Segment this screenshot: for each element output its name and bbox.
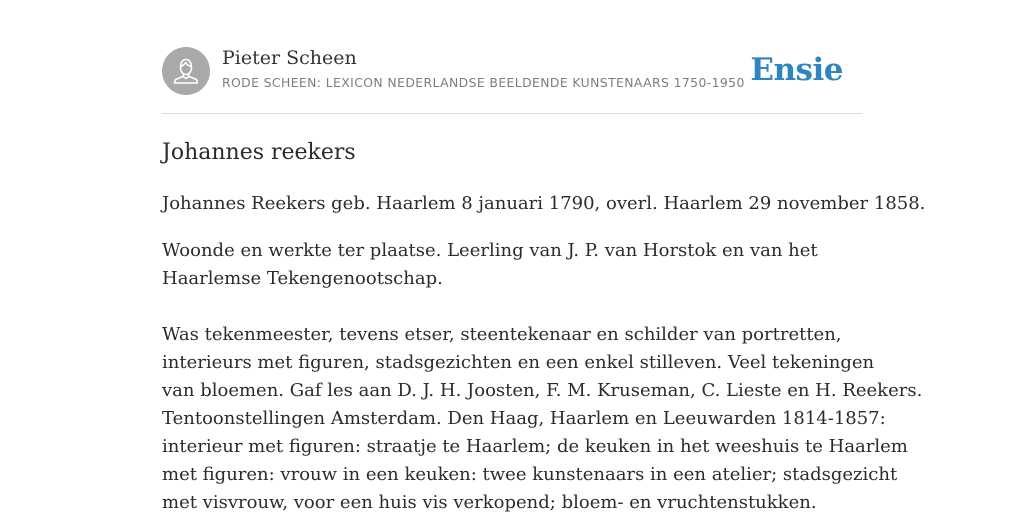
author-name[interactable]: Pieter Scheen: [222, 47, 357, 69]
paragraph-career: [162, 321, 923, 512]
paragraph-line: met visvrouw, voor een huis vis verkopend; bloem- en vruchtenstukken.: [162, 492, 817, 512]
paragraph-line: interieurs met figuren, stadsgezichten en een enkel stilleven. Veel tekeningen: [162, 352, 875, 373]
ensie-logo[interactable]: Ensie: [750, 52, 843, 88]
paragraph-line: interieur met figuren: straatje te Haarlem; de keuken in het weeshuis te Haarlem: [162, 436, 908, 457]
paragraph-line: Was tekenmeester, tevens etser, steentekenaar en schilder van portretten,: [162, 324, 842, 345]
author-avatar[interactable]: [162, 47, 210, 95]
paragraph-line: van bloemen. Gaf les aan D. J. H. Joosten, F. M. Kruseman, C. Lieste en H. Reekers.: [162, 380, 923, 401]
source-title[interactable]: RODE SCHEEN: LEXICON NEDERLANDSE BEELDENDE KUNSTENAARS 1750-1950: [222, 75, 745, 90]
paragraph-education: [162, 237, 872, 293]
paragraph-line: Tentoonstellingen Amsterdam. Den Haag, Haarlem en Leeuwarden 1814-1857:: [162, 408, 886, 429]
paragraph-line: Haarlemse Tekengenootschap.: [162, 268, 443, 289]
user-silhouette-icon: [162, 47, 210, 95]
article-title: Johannes reekers: [162, 140, 356, 165]
paragraph-line: met figuren: vrouw in een keuken: twee kunstenaars in een atelier; stadsgezicht: [162, 464, 898, 485]
paragraph-birth: [162, 190, 926, 218]
header-divider: [162, 113, 862, 114]
paragraph-line: Johannes Reekers geb. Haarlem 8 januari 1790, overl. Haarlem 29 november 1858.: [162, 193, 926, 214]
author-header: [162, 46, 862, 96]
paragraph-line: Woonde en werkte ter plaatse. Leerling van J. P. van Horstok en van het: [162, 240, 818, 261]
